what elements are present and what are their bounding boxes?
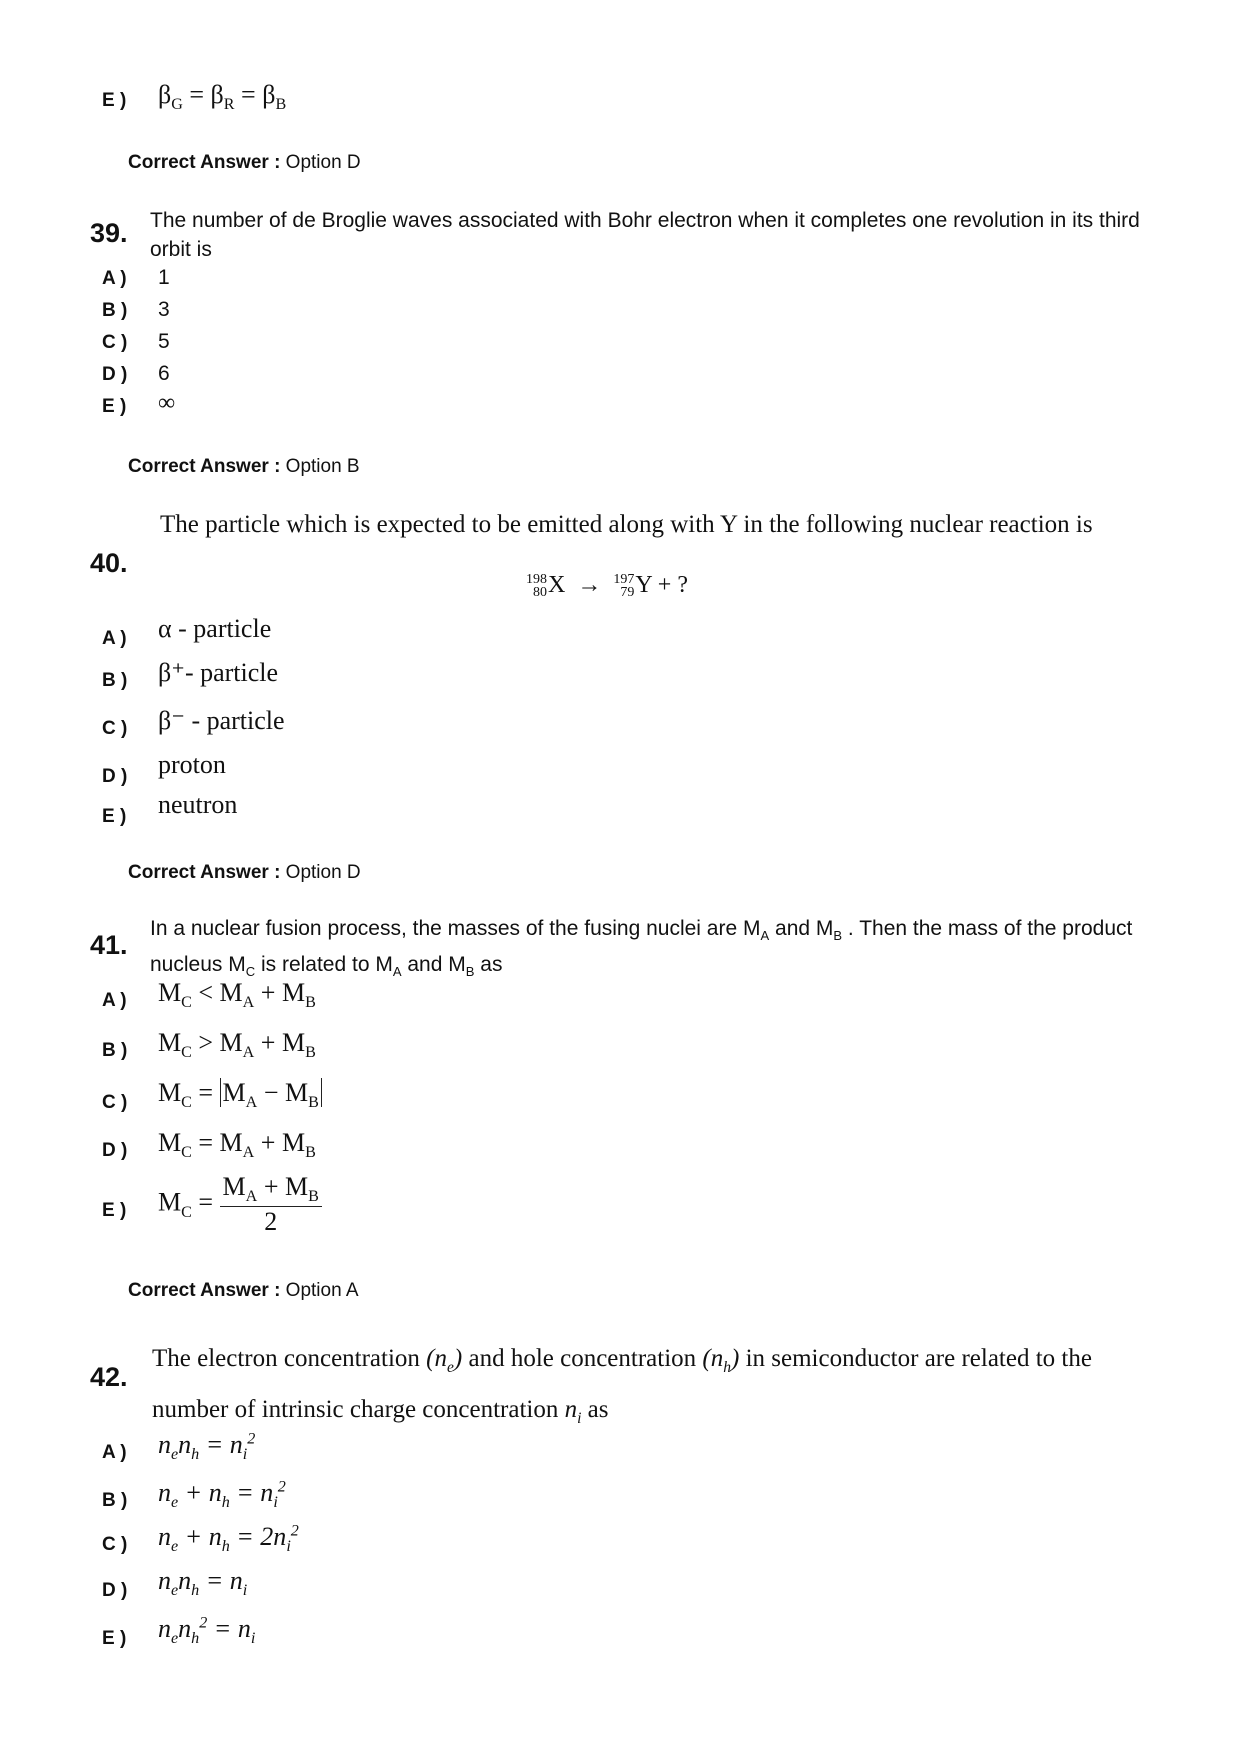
question-number: 40.: [90, 548, 128, 578]
option-label: B ): [102, 670, 128, 691]
correct-answer: [128, 456, 360, 478]
answer-value: Option A: [285, 1280, 359, 1301]
option-text: $n_e + n_h = 2n_i^2$: [158, 1522, 299, 1556]
option-text: $n_en_h = n_i^2$: [158, 1430, 256, 1464]
option-label: E ): [102, 1628, 127, 1649]
option-label: A ): [102, 628, 127, 649]
option-label: C ): [102, 1534, 128, 1555]
option-label: D ): [102, 364, 128, 385]
answer-prefix: Correct Answer :: [128, 862, 281, 883]
option-text: $n_en_h = n_i$: [158, 1566, 248, 1600]
option-text: $M_C = M_A - M_B$: [158, 1078, 322, 1112]
answer-prefix: Correct Answer :: [128, 1280, 281, 1301]
option-label: E ): [102, 806, 127, 827]
option-text: $M_C$ = $\frac{M_A + M_B}{2}$: [158, 1172, 322, 1237]
answer-value: Option B: [285, 456, 360, 477]
question-text: The electron concentration $(n_e)$ and hole concentration $(n_h)$ in semiconductor are related to the number of intrinsic charge concentration $n_i$ as: [152, 1345, 1092, 1427]
option-label: E ): [102, 396, 127, 417]
option-label: D ): [102, 1580, 128, 1601]
x-symbol: X: [548, 572, 566, 598]
question-text: The particle which is expected to be emitted along with Y in the following nuclear reaction is: [160, 511, 1093, 538]
option-label: D ): [102, 766, 128, 787]
option-text: proton: [158, 750, 226, 779]
y-mass-number: 197: [613, 572, 635, 588]
option-label: C ): [102, 332, 128, 353]
option-label: B ): [102, 300, 128, 321]
correct-answer: [128, 1280, 359, 1302]
option-text: 5: [158, 330, 170, 353]
option-label: E ): [102, 1200, 127, 1221]
option-label: D ): [102, 1140, 128, 1161]
x-atomic-number: 80: [533, 585, 547, 601]
option-label: A ): [102, 1442, 127, 1463]
correct-answer: [128, 862, 361, 884]
question-text: In a nuclear fusion process, the masses of the fusing nuclei are $M_A$ and $M_B$ . Then the mass of the product nucleus $M_C$ is related to $M_A$ and $M_B$ as: [150, 917, 1133, 980]
option-text: neutron: [158, 790, 238, 819]
option-text: ∞: [158, 390, 176, 416]
option-label: B ): [102, 1490, 128, 1511]
option-text: $n_en_h^2 = n_i$: [158, 1614, 256, 1648]
option-text: 3: [158, 298, 170, 321]
option-text: β⁻ - particle: [158, 706, 285, 735]
option-label: E ): [102, 90, 127, 111]
y-atomic-number: 79: [620, 585, 635, 601]
option-label: C ): [102, 1092, 128, 1113]
question-text: The number of de Broglie waves associated with Bohr electron when it completes one revolution in its third orbit is: [150, 209, 1140, 261]
option-text: $M_C > M_A + M_B$: [158, 1028, 316, 1062]
option-text: 6: [158, 362, 170, 385]
correct-answer: [128, 152, 361, 174]
question-number: 39.: [90, 218, 128, 248]
question-number: 42.: [90, 1362, 128, 1392]
option-label: A ): [102, 990, 127, 1011]
option-label: B ): [102, 1040, 128, 1061]
reaction-tail: + ?: [657, 572, 688, 598]
option-text: $\beta_G = \beta_R = \beta_B$: [158, 80, 287, 114]
reaction-arrow: →: [577, 572, 602, 598]
option-text: β⁺- particle: [158, 658, 279, 687]
question-number: 41.: [90, 930, 128, 960]
option-text: $M_C < M_A + M_B$: [158, 978, 316, 1012]
option-label: C ): [102, 718, 128, 739]
answer-prefix: Correct Answer :: [128, 456, 281, 477]
answer-value: Option D: [285, 862, 361, 883]
option-text: $n_e + n_h = n_i^2$: [158, 1478, 286, 1512]
option-text: α - particle: [158, 614, 272, 643]
option-label: A ): [102, 268, 127, 289]
x-mass-number: 198: [526, 572, 547, 588]
option-text: $M_C = M_A + M_B$: [158, 1128, 316, 1162]
option-text: 1: [158, 266, 170, 289]
nuclear-reaction-equation: [526, 572, 688, 599]
answer-prefix: Correct Answer :: [128, 152, 281, 173]
answer-value: Option D: [285, 152, 361, 173]
y-symbol: Y: [635, 572, 652, 598]
